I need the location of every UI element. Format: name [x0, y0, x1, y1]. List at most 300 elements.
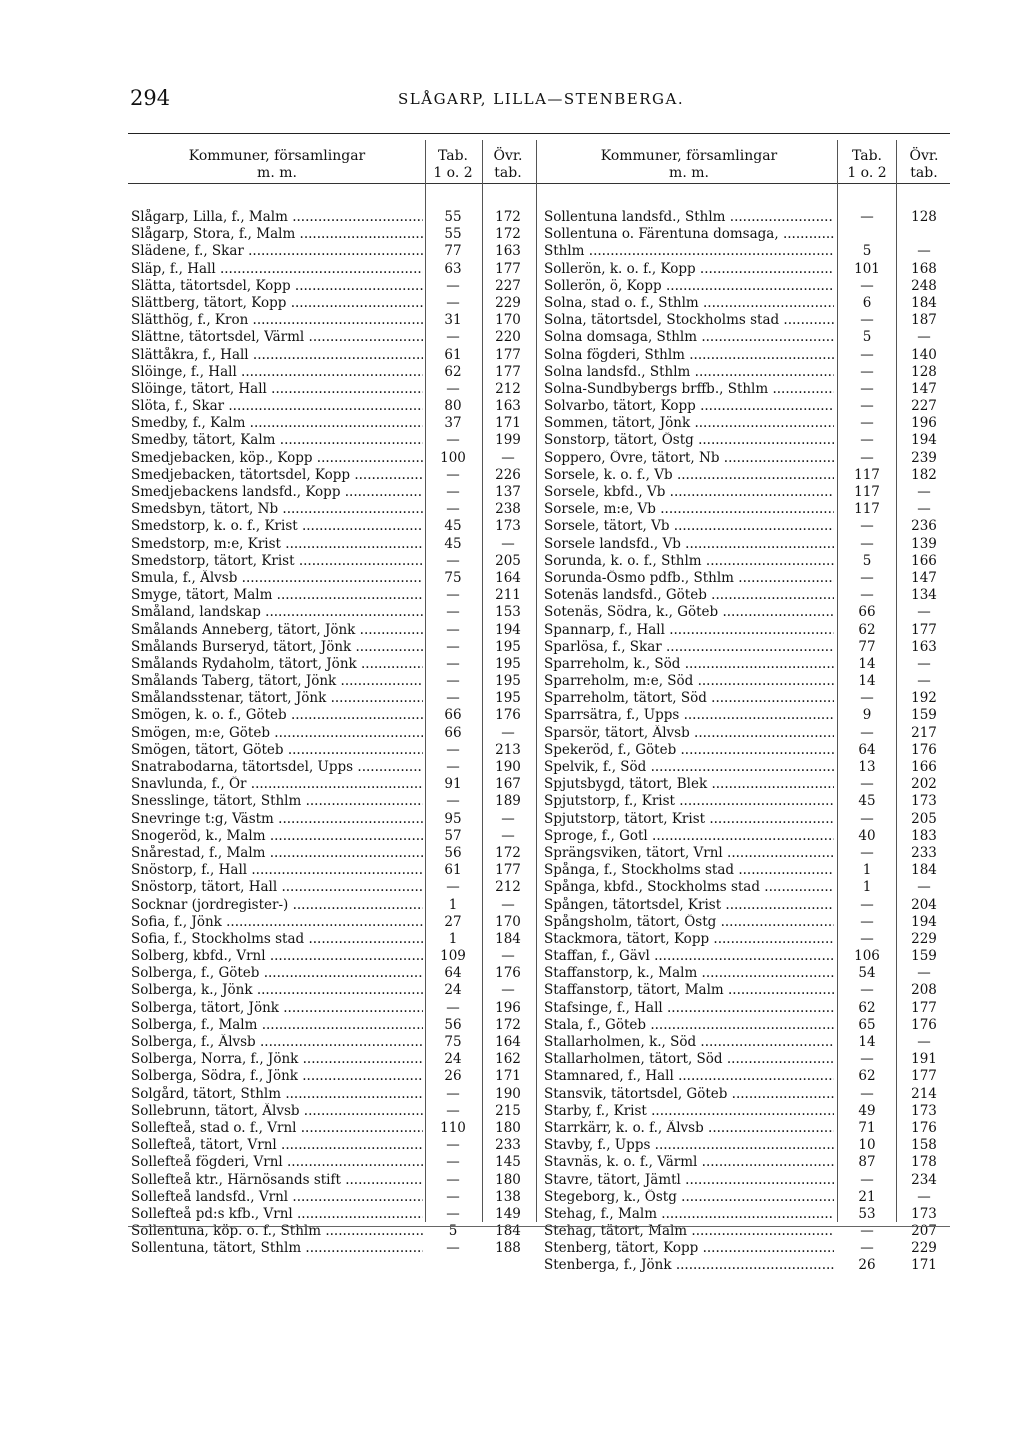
header-tab-right: [840, 148, 894, 182]
entry-ovr-ref: 134: [911, 587, 937, 604]
entry-name: Solgård, tätort, Sthlm .....: [131, 1086, 423, 1103]
entry-name: Stavby, f., Upps .....: [544, 1137, 834, 1154]
entry-ovr-ref: 177: [495, 862, 521, 879]
index-entry: [131, 226, 523, 243]
entry-name: Sotenäs, Södra, k., Göteb .....: [544, 604, 834, 621]
entry-tab-ref: —: [860, 363, 874, 380]
column-divider: [536, 140, 537, 1222]
entry-name: Smedjebacken, tätortsdel, Kopp .....: [131, 467, 423, 484]
index-entry: [131, 931, 523, 948]
entry-ovr-ref: 212: [495, 879, 521, 896]
entry-ovr-ref: 176: [495, 965, 521, 982]
entry-tab-ref: 64: [858, 741, 876, 758]
entry-name: Smedjebackens landsfd., Kopp .....: [131, 484, 423, 501]
entry-ovr-ref: 213: [495, 741, 521, 758]
index-entry: [544, 639, 948, 656]
entry-ovr-ref: 149: [495, 1205, 521, 1222]
index-entry: [131, 673, 523, 690]
entry-name: Snogeröd, k., Malm .....: [131, 828, 423, 845]
entry-ovr-ref: 199: [495, 432, 521, 449]
entry-name: Smålands Rydaholm, tätort, Jönk .....: [131, 656, 423, 673]
entry-name: Sonstorp, tätort, Östg .....: [544, 432, 834, 449]
entry-name: Solna fögderi, Sthlm .....: [544, 347, 834, 364]
index-entry: [131, 364, 523, 381]
index-entry: [131, 639, 523, 656]
entry-tab-ref: 66: [444, 707, 462, 724]
header-tab-line2: 1 o. 2: [433, 165, 473, 181]
entry-name: Slöinge, f., Hall .....: [131, 364, 423, 381]
entry-ovr-ref: 147: [911, 380, 937, 397]
entry-name: Spjutstorp, tätort, Krist .....: [544, 811, 834, 828]
entry-name: Solna domsaga, Sthlm .....: [544, 329, 834, 346]
index-entry: [544, 1172, 948, 1189]
index-entry: [544, 845, 948, 862]
header-name-right: [544, 148, 834, 182]
entry-ovr-ref: 138: [495, 1188, 521, 1205]
index-entry: [544, 828, 948, 845]
entry-tab-ref: —: [860, 896, 874, 913]
entry-name: Solberga, f., Göteb .....: [131, 965, 423, 982]
index-entry: [544, 1086, 948, 1103]
entry-ovr-ref: 171: [495, 415, 521, 432]
entry-name: Socknar (jordregister-) .....: [131, 897, 423, 914]
entry-ovr-ref: 171: [495, 1068, 521, 1085]
entry-name: Slättne, tätortsdel, Värml .....: [131, 329, 423, 346]
entry-tab-ref: —: [446, 1154, 460, 1171]
entry-tab-ref: 64: [444, 965, 462, 982]
entry-name: Spånga, kbfd., Stockholms stad .....: [544, 879, 834, 896]
index-entry: [131, 1034, 523, 1051]
index-entry: [131, 1086, 523, 1103]
entry-ovr-ref: 229: [911, 930, 937, 947]
entry-tab-ref: —: [446, 1137, 460, 1154]
entry-name: Staffanstorp, k., Malm .....: [544, 965, 834, 982]
entry-tab-ref: 62: [858, 999, 876, 1016]
entry-name: Sorsele, kbfd., Vb .....: [544, 484, 834, 501]
left-entries: [131, 209, 523, 1257]
entry-ovr-ref: —: [501, 449, 515, 466]
entry-name: Slöinge, tätort, Hall .....: [131, 381, 423, 398]
entry-tab-ref: 26: [858, 1257, 876, 1274]
index-entry: [131, 295, 523, 312]
entry-name: Solna, tätortsdel, Stockholms stad .....: [544, 312, 834, 329]
entry-tab-ref: —: [446, 673, 460, 690]
entry-ovr-ref: 238: [495, 501, 521, 518]
entry-name: Solvarbo, tätort, Kopp .....: [544, 398, 834, 415]
entry-tab-ref: —: [860, 535, 874, 552]
entry-name: Sthlm .....: [544, 243, 834, 260]
entry-tab-ref: —: [446, 999, 460, 1016]
entry-tab-ref: 55: [444, 226, 462, 243]
index-entry: [131, 828, 523, 845]
index-entry: [544, 467, 948, 484]
index-entry: [544, 243, 948, 260]
entry-ovr-ref: 177: [495, 363, 521, 380]
entry-ovr-ref: 188: [495, 1240, 521, 1257]
entry-tab-ref: 87: [858, 1154, 876, 1171]
header-ovr-line1: Övr.: [493, 148, 523, 164]
entry-name: Smålands Anneberg, tätort, Jönk .....: [131, 622, 423, 639]
entry-name: Sofia, f., Stockholms stad .....: [131, 931, 423, 948]
index-entry: [544, 226, 948, 243]
entry-name: Snevringe t:g, Västm .....: [131, 811, 423, 828]
entry-name: Stallarholmen, k., Söd .....: [544, 1034, 834, 1051]
entry-name: Sparreholm, k., Söd .....: [544, 656, 834, 673]
entry-ovr-ref: —: [917, 655, 931, 672]
entry-tab-ref: 14: [858, 655, 876, 672]
entry-name: Sparsör, tätort, Älvsb .....: [544, 725, 834, 742]
entry-tab-ref: —: [446, 1205, 460, 1222]
index-entry: [544, 1103, 948, 1120]
entry-tab-ref: 53: [858, 1205, 876, 1222]
entry-tab-ref: 106: [854, 948, 880, 965]
entry-ovr-ref: 189: [495, 793, 521, 810]
entry-tab-ref: —: [446, 759, 460, 775]
index-entry: [544, 1257, 948, 1274]
entry-tab-ref: 37: [444, 415, 462, 432]
entry-ovr-ref: 145: [495, 1154, 521, 1171]
entry-ovr-ref: 234: [911, 1171, 937, 1188]
index-entry: [131, 879, 523, 896]
entry-name: Stafsinge, f., Hall .....: [544, 1000, 834, 1017]
index-entry: [131, 725, 523, 742]
entry-name: Snatrabodarna, tätortsdel, Upps .....: [131, 759, 423, 776]
index-entry: [544, 673, 948, 690]
entry-tab-ref: —: [860, 810, 874, 827]
entry-tab-ref: 80: [444, 398, 462, 415]
entry-ovr-ref: 227: [495, 277, 521, 294]
entry-ovr-ref: 236: [911, 518, 937, 535]
entry-name: Sproge, f., Gotl .....: [544, 828, 834, 845]
index-entry: [131, 501, 523, 518]
entry-ovr-ref: 233: [495, 1137, 521, 1154]
entry-name: Sollefteå ktr., Härnösands stift .....: [131, 1172, 423, 1189]
entry-name: Sollerön, ö, Kopp .....: [544, 278, 834, 295]
entry-ovr-ref: 147: [911, 569, 937, 586]
entry-tab-ref: —: [446, 879, 460, 896]
entry-ovr-ref: 172: [495, 226, 521, 243]
entry-tab-ref: 1: [448, 896, 458, 913]
index-entry: [544, 415, 948, 432]
entry-name: Solna, stad o. f., Sthlm .....: [544, 295, 834, 312]
entry-name: Stala, f., Göteb .....: [544, 1017, 834, 1034]
entry-ovr-ref: 159: [911, 948, 937, 965]
entry-tab-ref: 56: [444, 1016, 462, 1033]
entry-name: Solberga, Södra, f., Jönk .....: [131, 1068, 423, 1085]
page-number: 294: [130, 86, 171, 110]
index-entry: [131, 862, 523, 879]
entry-ovr-ref: 215: [495, 1102, 521, 1119]
entry-name: Spannarp, f., Hall .....: [544, 622, 834, 639]
entry-ovr-ref: 192: [911, 690, 937, 707]
entry-tab-ref: 1: [862, 862, 872, 879]
index-entry: [131, 1172, 523, 1189]
index-entry: [131, 1240, 523, 1257]
index-entry: [544, 793, 948, 810]
entry-tab-ref: 101: [854, 260, 880, 277]
entry-name: Smedby, f., Kalm .....: [131, 415, 423, 432]
entry-name: Sparrsätra, f., Upps .....: [544, 707, 834, 724]
entry-name: Släp, f., Hall .....: [131, 261, 423, 278]
index-entry: [544, 965, 948, 982]
entry-name: Smögen, k. o. f., Göteb .....: [131, 707, 423, 724]
entry-name: Smedstorp, k. o. f., Krist .....: [131, 518, 423, 535]
header-tab-line1: Tab.: [851, 148, 882, 164]
entry-tab-ref: 95: [444, 810, 462, 827]
entry-ovr-ref: —: [917, 673, 931, 690]
entry-ovr-ref: 212: [495, 380, 521, 397]
entry-ovr-ref: 166: [911, 552, 937, 569]
entry-ovr-ref: 204: [911, 896, 937, 913]
entry-name: Solberg, kbfd., Vrnl .....: [131, 948, 423, 965]
entry-tab-ref: 55: [444, 209, 462, 225]
entry-ovr-ref: 194: [911, 913, 937, 930]
entry-ovr-ref: 187: [911, 312, 937, 329]
entry-ovr-ref: 163: [495, 398, 521, 415]
entry-ovr-ref: 164: [495, 569, 521, 586]
entry-ovr-ref: 205: [911, 810, 937, 827]
index-entry: [544, 1051, 948, 1068]
index-entry: [544, 536, 948, 553]
entry-tab-ref: —: [446, 501, 460, 518]
index-entry: [544, 656, 948, 673]
entry-ovr-ref: 217: [911, 724, 937, 741]
entry-ovr-ref: 172: [495, 844, 521, 861]
entry-tab-ref: 109: [440, 948, 466, 965]
entry-tab-ref: —: [446, 432, 460, 449]
index-entry: [544, 261, 948, 278]
index-entry: [131, 1000, 523, 1017]
entry-tab-ref: —: [860, 277, 874, 294]
entry-name: Spjutstorp, f., Krist .....: [544, 793, 834, 810]
entry-tab-ref: —: [446, 466, 460, 483]
entry-name: Sorsele, k. o. f., Vb .....: [544, 467, 834, 484]
entry-tab-ref: 61: [444, 346, 462, 363]
entry-name: Sollefteå fögderi, Vrnl .....: [131, 1154, 423, 1171]
entry-ovr-ref: 229: [911, 1240, 937, 1257]
index-entry: [131, 278, 523, 295]
entry-name: Stehag, f., Malm .....: [544, 1206, 834, 1223]
entry-ovr-ref: 214: [911, 1085, 937, 1102]
entry-tab-ref: 27: [444, 913, 462, 930]
entry-tab-ref: 77: [444, 243, 462, 260]
index-entry: [544, 759, 948, 776]
entry-ovr-ref: 248: [911, 277, 937, 294]
entry-ovr-ref: 208: [911, 982, 937, 999]
entry-tab-ref: —: [446, 621, 460, 638]
index-entry: [544, 1120, 948, 1137]
entry-name: Stavre, tätort, Jämtl .....: [544, 1172, 834, 1189]
index-entry: [131, 982, 523, 999]
index-entry: [544, 398, 948, 415]
entry-tab-ref: —: [860, 346, 874, 363]
entry-tab-ref: —: [446, 1085, 460, 1102]
index-entry: [544, 450, 948, 467]
entry-tab-ref: 75: [444, 1034, 462, 1050]
entry-name: Slättåkra, f., Hall .....: [131, 347, 423, 364]
right-entries: [544, 209, 948, 1275]
entry-name: Staffanstorp, tätort, Malm .....: [544, 982, 834, 999]
entry-ovr-ref: 140: [911, 346, 937, 363]
index-entry: [544, 312, 948, 329]
entry-ovr-ref: —: [917, 243, 931, 260]
index-entry: [131, 570, 523, 587]
entry-ovr-ref: 195: [495, 673, 521, 690]
index-entry: [544, 604, 948, 621]
index-entry: [544, 484, 948, 501]
entry-name: Spjutsbygd, tätort, Blek .....: [544, 776, 834, 793]
entry-tab-ref: —: [446, 552, 460, 569]
entry-tab-ref: —: [860, 1171, 874, 1188]
entry-ovr-ref: 202: [911, 776, 937, 793]
index-entry: [131, 484, 523, 501]
entry-tab-ref: 77: [858, 638, 876, 655]
entry-name: Stansvik, tätortsdel, Göteb .....: [544, 1086, 834, 1103]
entry-ovr-ref: 163: [495, 243, 521, 260]
entry-name: Snårestad, f., Malm .....: [131, 845, 423, 862]
entry-tab-ref: —: [446, 1171, 460, 1188]
entry-name: Slågarp, Lilla, f., Malm .....: [131, 209, 423, 226]
entry-tab-ref: 14: [858, 1034, 876, 1050]
header-tab-left: [428, 148, 478, 182]
entry-tab-ref: —: [860, 930, 874, 947]
entry-tab-ref: —: [446, 1188, 460, 1205]
entry-name: Sofia, f., Jönk .....: [131, 914, 423, 931]
entry-name: Småland, landskap .....: [131, 604, 423, 621]
entry-name: Smedstorp, tätort, Krist .....: [131, 553, 423, 570]
index-entry: [131, 707, 523, 724]
entry-tab-ref: 5: [862, 329, 872, 346]
entry-ovr-ref: 178: [911, 1154, 937, 1171]
entry-name: Spångsholm, tätort, Östg .....: [544, 914, 834, 931]
entry-ovr-ref: 176: [911, 1119, 937, 1136]
entry-name: Solberga, tätort, Jönk .....: [131, 1000, 423, 1017]
index-entry: [544, 742, 948, 759]
index-entry: [131, 347, 523, 364]
entry-tab-ref: 14: [858, 673, 876, 690]
header-ovr-left: [486, 148, 530, 182]
entry-name: Solna-Sundbybergs brffb., Sthlm .....: [544, 381, 834, 398]
index-entry: [544, 381, 948, 398]
entry-ovr-ref: —: [501, 535, 515, 552]
header-rule: [128, 183, 950, 184]
entry-ovr-ref: 153: [495, 604, 521, 621]
entry-name: Sollebrunn, tätort, Älvsb .....: [131, 1103, 423, 1120]
entry-name: Spelvik, f., Söd .....: [544, 759, 834, 776]
entry-name: Sorunda-Ösmo pdfb., Sthlm .....: [544, 570, 834, 587]
entry-tab-ref: —: [446, 277, 460, 294]
entry-tab-ref: —: [446, 587, 460, 604]
entry-name: Stamnared, f., Hall .....: [544, 1068, 834, 1085]
entry-ovr-ref: 170: [495, 913, 521, 930]
entry-name: Sparlösa, f., Skar .....: [544, 639, 834, 656]
entry-name: Starby, f., Krist .....: [544, 1103, 834, 1120]
entry-ovr-ref: 137: [495, 484, 521, 500]
entry-name: Stallarholmen, tätort, Söd .....: [544, 1051, 834, 1068]
index-entry: [131, 811, 523, 828]
entry-name: Starrkärr, k. o. f., Älvsb .....: [544, 1120, 834, 1137]
index-entry: [544, 1000, 948, 1017]
entry-ovr-ref: 194: [911, 432, 937, 449]
index-entry: [544, 707, 948, 724]
entry-ovr-ref: 162: [495, 1051, 521, 1068]
entry-ovr-ref: —: [917, 1188, 931, 1205]
entry-ovr-ref: 207: [911, 1223, 937, 1240]
index-entry: [131, 467, 523, 484]
entry-name: Smedjebacken, köp., Kopp .....: [131, 450, 423, 467]
entry-tab-ref: 117: [854, 484, 880, 500]
entry-tab-ref: 117: [854, 466, 880, 483]
entry-tab-ref: 1: [448, 930, 458, 947]
entry-tab-ref: —: [860, 1085, 874, 1102]
index-entry: [131, 776, 523, 793]
index-entry: [544, 278, 948, 295]
entry-ovr-ref: 196: [911, 415, 937, 432]
entry-tab-ref: 9: [862, 707, 872, 724]
header-name-line2: m. m.: [669, 165, 709, 181]
index-entry: [131, 948, 523, 965]
index-entry: [131, 897, 523, 914]
index-entry: [131, 622, 523, 639]
header-name-line2: m. m.: [257, 165, 297, 181]
header-tab-line1: Tab.: [437, 148, 468, 164]
entry-ovr-ref: 173: [911, 1102, 937, 1119]
entry-tab-ref: 65: [858, 1016, 876, 1033]
header-name-left: [131, 148, 423, 182]
entry-name: Slätthög, f., Kron .....: [131, 312, 423, 329]
entry-tab-ref: 24: [444, 1051, 462, 1068]
entry-ovr-ref: 171: [911, 1257, 937, 1274]
entry-ovr-ref: 173: [911, 1205, 937, 1222]
index-entry: [544, 553, 948, 570]
index-entry: [131, 1068, 523, 1085]
index-entry: [544, 364, 948, 381]
entry-ovr-ref: 173: [911, 793, 937, 810]
entry-tab-ref: —: [446, 793, 460, 810]
index-entry: [544, 295, 948, 312]
entry-ovr-ref: 167: [495, 776, 521, 793]
entry-ovr-ref: 227: [911, 398, 937, 415]
index-entry: [131, 1103, 523, 1120]
entry-ovr-ref: 183: [911, 827, 937, 844]
entry-name: Smålands Taberg, tätort, Jönk .....: [131, 673, 423, 690]
index-entry: [544, 948, 948, 965]
entry-name: Slädene, f., Skar .....: [131, 243, 423, 260]
entry-ovr-ref: 195: [495, 655, 521, 672]
index-entry: [131, 209, 523, 226]
index-entry: [544, 1240, 948, 1257]
index-entry: [544, 879, 948, 896]
entry-ovr-ref: 176: [911, 741, 937, 758]
entry-tab-ref: 45: [444, 518, 462, 535]
entry-name: Soppero, Övre, tätort, Nb .....: [544, 450, 834, 467]
entry-tab-ref: 66: [858, 604, 876, 621]
entry-name: Smedstorp, m:e, Krist .....: [131, 536, 423, 553]
entry-tab-ref: 49: [858, 1102, 876, 1119]
header-ovr-line2: tab.: [494, 165, 522, 181]
entry-tab-ref: —: [860, 569, 874, 586]
entry-name: Stenberg, tätort, Kopp .....: [544, 1240, 834, 1257]
index-entry: [131, 329, 523, 346]
index-entry: [544, 1206, 948, 1223]
entry-tab-ref: —: [860, 724, 874, 741]
index-entry: [131, 261, 523, 278]
entry-tab-ref: 62: [444, 363, 462, 380]
index-entry: [131, 1051, 523, 1068]
index-entry: [131, 243, 523, 260]
entry-tab-ref: —: [446, 741, 460, 758]
entry-name: Snöstorp, tätort, Hall .....: [131, 879, 423, 896]
